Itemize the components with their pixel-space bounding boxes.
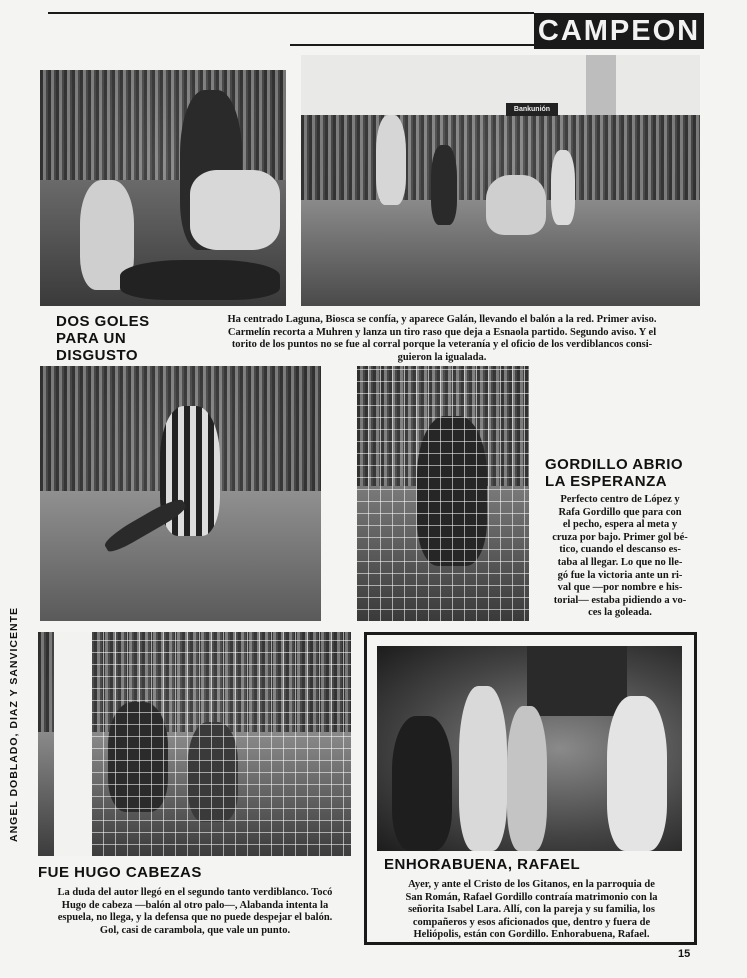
story3-body: La duda del autor llegó en el segundo tanto verdiblanco. Tocó Hugo de cabeza —balón al otro palo—, Alabanda intenta la espuela, no llega, y la defensa que no puede despejar el balón. Gol, casi de carambola, que vale un punto. [57,887,333,936]
top-rule-thin [290,44,534,46]
photo-credit: ANGEL DOBLADO, DIAZ Y SANVICENTE [8,606,20,842]
top-rule [48,12,534,14]
match-photo-5 [38,632,351,856]
stadium-sign: Bankunión [506,103,558,116]
match-photo-1 [40,70,286,306]
match-photo-2 [301,55,700,306]
headline-hugo-cabezas: FUE HUGO CABEZAS [38,864,202,881]
match-photo-4 [357,366,529,621]
story4-body: Ayer, y ante el Cristo de los Gitanos, en la parroquia de San Román, Rafael Gordillo contraía matrimonio con la señorita Isabel Lara. Allí, con la pareja y su familia, los compañeros y esos aficionados que, dentro y fuera de Heliópolis, están con Gordillo. Enhorabuena, Rafael. [405,879,658,941]
story2-body: Perfecto centro de López y Rafa Gordillo que para con el pecho, espera al meta y cruza por bajo. Primer gol bé- tico, cuando el descanso es- taba al llegar. Lo que no lle- gó fue la victoria ante un ri- val que —por nombre e his- torial— estaba pidiendo a vo- ces la goleada. [552,494,688,619]
headline-enhorabuena: ENHORABUENA, RAFAEL [384,856,581,873]
wedding-photo [377,646,682,851]
section-banner: CAMPEON [534,13,704,49]
headline-gordillo: GORDILLO ABRIO LA ESPERANZA [545,456,684,490]
match-photo-3 [40,366,321,621]
page-number: 15 [678,948,691,960]
story1-body: Ha centrado Laguna, Biosca se confía, y aparece Galán, llevando el balón a la red. Primer aviso. Carmelín recorta a Muhren y lanza un tiro raso que deja a Esnaola partido. Segundo aviso. Y el torito de los puntos no se fue al corral porque la veteranía y el oficio de los verdiblancos consi- guieron la igualada. [227,314,657,363]
headline-dos-goles: DOS GOLES PARA UN DISGUSTO [56,313,150,364]
